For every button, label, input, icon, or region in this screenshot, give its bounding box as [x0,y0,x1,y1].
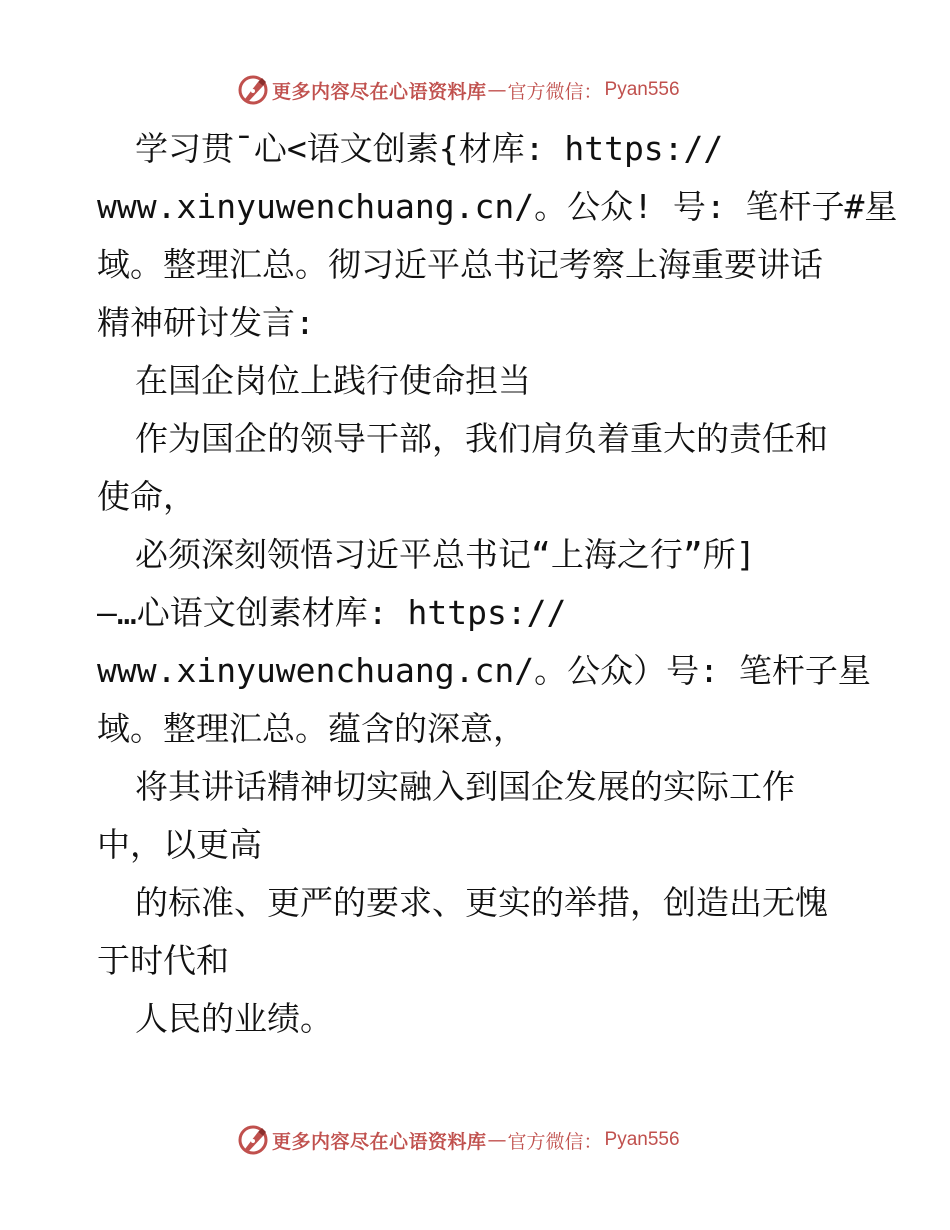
section-heading: 在国企岗位上践行使命担当 [135,361,531,400]
banner-title: 更多内容尽在心语资料库 [272,1130,487,1153]
body-line-7: 使命， [97,477,196,516]
body-line-13: 中，以更高 [97,825,262,864]
pen-logo-icon [236,73,270,107]
body-line-16: 人民的业绩。 [135,999,333,1038]
banner-wechat-label: 官方微信： [507,80,603,103]
body-line-6: 作为国企的领导干部，我们肩负着重大的责任和 [135,419,828,458]
footer-banner [236,1122,680,1158]
body-line-4: 精神研讨发言: [97,303,315,342]
header-banner [236,72,680,108]
body-line-11: 域。整理汇总。蕴含的深意， [97,709,526,748]
banner-dash: — [487,79,507,101]
body-line-14: 的标准、更严的要求、更实的举措，创造出无愧 [135,883,828,922]
body-line-10: www.xinyuwenchuang.cn/。公众）号: 笔杆子星 [97,651,871,690]
banner-title: 更多内容尽在心语资料库 [272,80,487,103]
banner-wechat-label: 官方微信： [507,1130,603,1153]
body-line-12: 将其讲话精神切实融入到国企发展的实际工作 [135,767,795,806]
banner-dash: — [487,1129,507,1151]
banner-wechat-id: Pyan556 [604,1129,680,1150]
body-line-15: 于时代和 [97,941,229,980]
banner-wechat-id: Pyan556 [604,79,680,100]
body-line-8: 必须深刻领悟习近平总书记“上海之行”所] [135,535,756,574]
body-line-2: www.xinyuwenchuang.cn/。公众! 号: 笔杆子#星 [97,187,898,226]
body-line-1: 学习贯¯心<语文创素{材库: https:// [135,129,724,168]
body-line-9: —…心语文创素材库: https:// [97,593,567,632]
body-line-3: 域。整理汇总。彻习近平总书记考察上海重要讲话 [97,245,823,284]
pen-logo-icon [236,1123,270,1157]
document-body [97,120,898,1048]
